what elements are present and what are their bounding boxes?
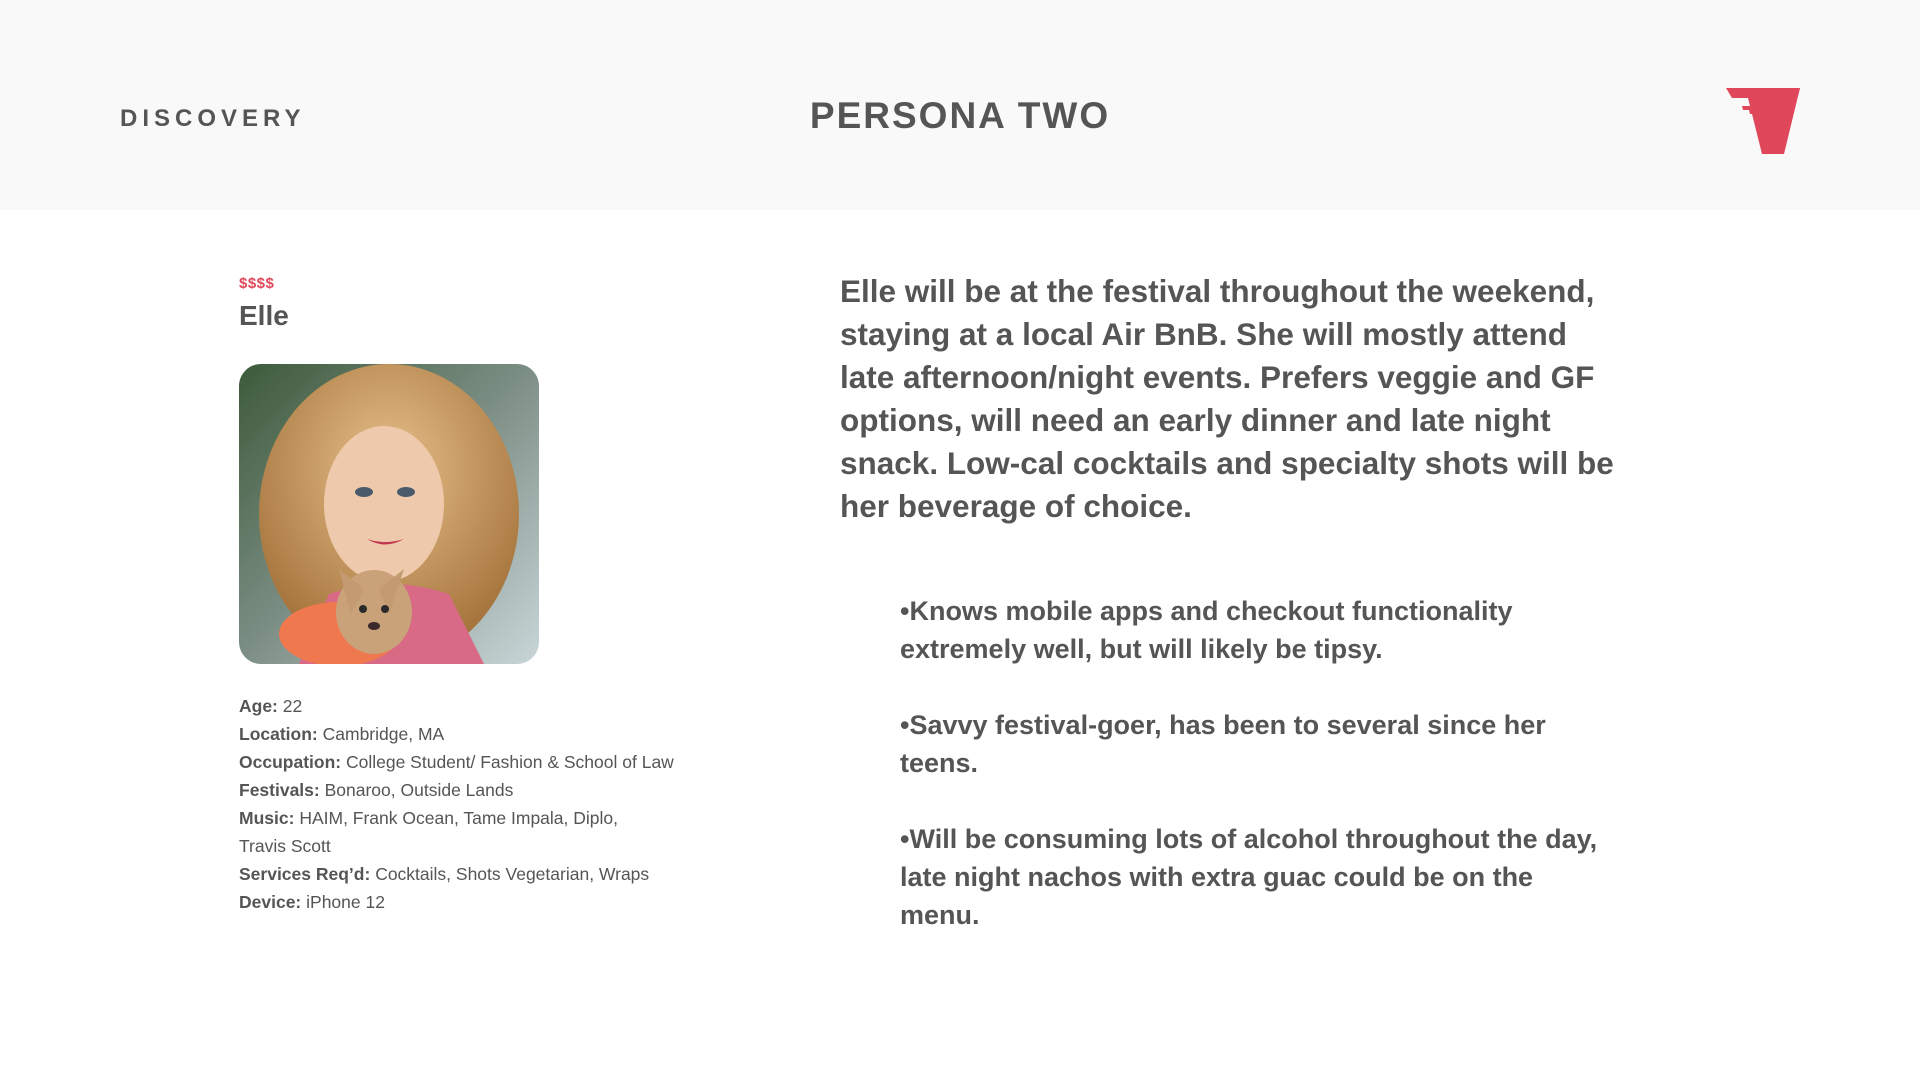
persona-photo — [239, 364, 539, 664]
persona-summary: Elle will be at the festival throughout the weekend, staying at a local Air BnB. She will mostly attend late afternoon/night events. Prefers veggie and GF options, will need an early dinner and late night snack. Low-cal cocktails and specialty shots will be her beverage of choice. — [840, 273, 1614, 524]
detail-device: Device: iPhone 12 — [239, 892, 385, 912]
detail-age: Age: 22 — [239, 696, 303, 716]
brand-v-logo-icon — [1722, 80, 1802, 160]
persona-bullets — [900, 592, 1600, 972]
persona-details — [239, 692, 759, 916]
bullet-item: •Knows mobile apps and checkout functionality extremely well, but will likely be tipsy. — [900, 596, 1513, 664]
detail-location: Location: Cambridge, MA — [239, 724, 445, 744]
bullet-item: •Will be consuming lots of alcohol throughout the day, late night nachos with extra guac could be on the menu. — [900, 824, 1598, 930]
detail-occupation: Occupation: College Student/ Fashion & School of Law — [239, 752, 674, 772]
bullet-item: •Savvy festival-goer, has been to several since her teens. — [900, 710, 1546, 778]
persona-name: Elle — [239, 300, 289, 331]
price-tier: $$$$ — [239, 275, 275, 292]
detail-festivals: Festivals: Bonaroo, Outside Lands — [239, 780, 514, 800]
section-label: DISCOVERY — [120, 105, 306, 132]
detail-music: Music: HAIM, Frank Ocean, Tame Impala, Diplo, — [239, 808, 618, 828]
page-title: PERSONA TWO — [809, 95, 1111, 136]
detail-music-continued: Travis Scott — [239, 836, 331, 856]
detail-services: Services Req’d: Cocktails, Shots Vegetarian, Wraps — [239, 864, 650, 884]
header-band — [0, 0, 1920, 210]
